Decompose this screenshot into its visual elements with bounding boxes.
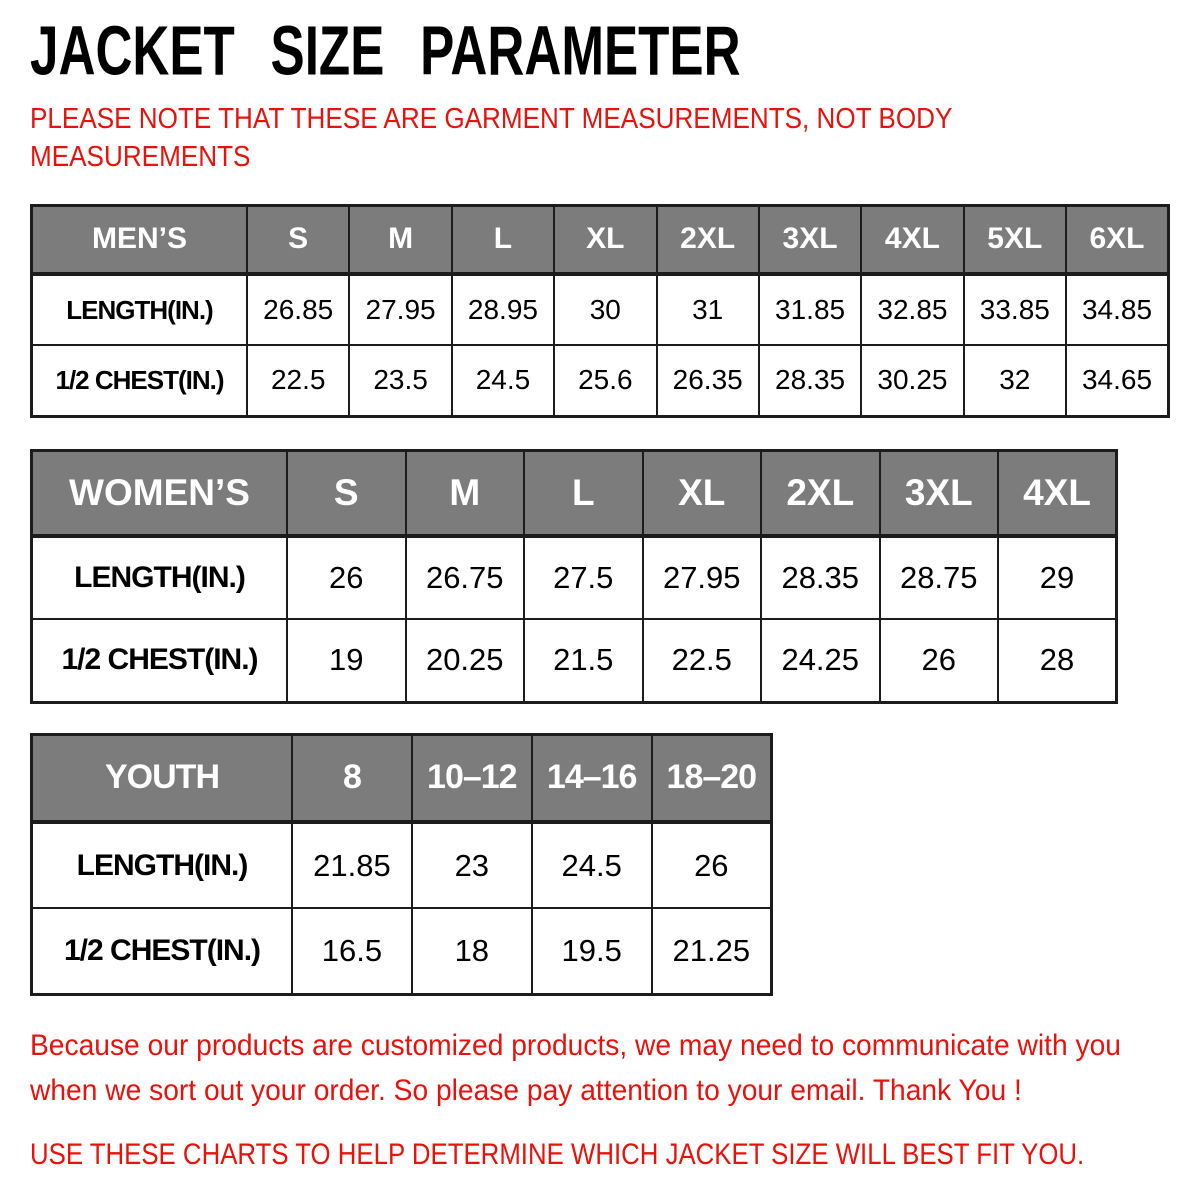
mens-measurement-value: 23.5: [349, 345, 451, 416]
womens-measurement-value: 27.95: [643, 536, 762, 619]
youth-size-table: [30, 733, 773, 996]
womens-measurement-value: 27.5: [524, 536, 643, 619]
mens-size-column-header: 2XL: [657, 205, 759, 274]
youth-size-column-header: 10–12: [412, 734, 532, 822]
customization-notice: [30, 1023, 1121, 1113]
mens-size-column-header: L: [452, 205, 554, 274]
womens-size-column-header: 3XL: [880, 450, 999, 536]
womens-measurement-value: 28.35: [761, 536, 880, 619]
youth-size-column-header: 14–16: [532, 734, 652, 822]
mens-measurement-value: 28.35: [759, 345, 861, 416]
youth-header-row: [32, 734, 772, 822]
womens-size-column-header: XL: [643, 450, 762, 536]
womens-measurement-value: 22.5: [643, 619, 762, 702]
mens-size-column-header: 4XL: [861, 205, 963, 274]
womens-measurement-value: 26: [880, 619, 999, 702]
mens-header-row: [32, 205, 1169, 274]
customization-notice-line-2: when we sort out your order. So please pay attention to your email. Thank You !: [30, 1073, 1022, 1107]
mens-measurement-value: 25.6: [554, 345, 656, 416]
womens-measurement-value: 19: [287, 619, 406, 702]
page-title: JACKET SIZE PARAMETER: [30, 12, 741, 90]
mens-size-table: [30, 204, 1170, 418]
mens-measurement-value: 26.35: [657, 345, 759, 416]
womens-size-column-header: 2XL: [761, 450, 880, 536]
youth-row-label: LENGTH(IN.): [32, 822, 293, 908]
youth-measurement-value: 26: [652, 822, 772, 908]
youth-measurement-value: 21.85: [292, 822, 412, 908]
youth-measurement-row: [32, 822, 772, 908]
mens-measurement-value: 33.85: [964, 274, 1066, 345]
womens-row-label: LENGTH(IN.): [32, 536, 288, 619]
youth-measurement-value: 21.25: [652, 908, 772, 994]
womens-header-row: [32, 450, 1117, 536]
mens-measurement-value: 26.85: [247, 274, 349, 345]
mens-size-column-header: M: [349, 205, 451, 274]
mens-measurement-value: 28.95: [452, 274, 554, 345]
youth-measurement-value: 23: [412, 822, 532, 908]
youth-row-label: 1/2 CHEST(IN.): [32, 908, 293, 994]
mens-measurement-value: 32: [964, 345, 1066, 416]
mens-measurement-value: 34.85: [1066, 274, 1169, 345]
mens-size-column-header: S: [247, 205, 349, 274]
mens-size-column-header: 6XL: [1066, 205, 1169, 274]
womens-measurement-row: [32, 536, 1117, 619]
youth-table-title: YOUTH: [32, 734, 293, 822]
womens-size-column-header: L: [524, 450, 643, 536]
womens-row-label: 1/2 CHEST(IN.): [32, 619, 288, 702]
youth-size-column-header: 8: [292, 734, 412, 822]
youth-measurement-row: [32, 908, 772, 994]
youth-measurement-value: 19.5: [532, 908, 652, 994]
mens-measurement-row: [32, 274, 1169, 345]
womens-size-column-header: M: [406, 450, 525, 536]
youth-size-column-header: 18–20: [652, 734, 772, 822]
mens-measurement-value: 24.5: [452, 345, 554, 416]
womens-size-table: [30, 449, 1118, 704]
youth-measurement-value: 16.5: [292, 908, 412, 994]
womens-measurement-value: 21.5: [524, 619, 643, 702]
womens-measurement-value: 29: [998, 536, 1117, 619]
mens-measurement-value: 22.5: [247, 345, 349, 416]
garment-measurements-note: [30, 101, 1058, 176]
mens-measurement-value: 31.85: [759, 274, 861, 345]
mens-measurement-value: 30: [554, 274, 656, 345]
womens-measurement-row: [32, 619, 1117, 702]
womens-size-column-header: 4XL: [998, 450, 1117, 536]
mens-size-column-header: 5XL: [964, 205, 1066, 274]
womens-measurement-value: 20.25: [406, 619, 525, 702]
mens-size-column-header: XL: [554, 205, 656, 274]
note-line-2: MEASUREMENTS: [30, 140, 251, 173]
womens-size-column-header: S: [287, 450, 406, 536]
youth-measurement-value: 24.5: [532, 822, 652, 908]
chart-usage-note: USE THESE CHARTS TO HELP DETERMINE WHICH JACKET SIZE WILL BEST FIT YOU.: [30, 1137, 1085, 1171]
womens-measurement-value: 28.75: [880, 536, 999, 619]
womens-measurement-value: 26: [287, 536, 406, 619]
mens-measurement-value: 32.85: [861, 274, 963, 345]
mens-size-column-header: 3XL: [759, 205, 861, 274]
mens-measurement-value: 34.65: [1066, 345, 1169, 416]
youth-measurement-value: 18: [412, 908, 532, 994]
customization-notice-line-1: Because our products are customized products, we may need to communicate with you: [30, 1028, 1121, 1062]
womens-measurement-value: 26.75: [406, 536, 525, 619]
womens-table-title: WOMEN’S: [32, 450, 288, 536]
womens-measurement-value: 24.25: [761, 619, 880, 702]
mens-row-label: 1/2 CHEST(IN.): [32, 345, 248, 416]
mens-measurement-value: 27.95: [349, 274, 451, 345]
mens-row-label: LENGTH(IN.): [32, 274, 248, 345]
mens-measurement-value: 30.25: [861, 345, 963, 416]
mens-measurement-row: [32, 345, 1169, 416]
womens-measurement-value: 28: [998, 619, 1117, 702]
mens-measurement-value: 31: [657, 274, 759, 345]
mens-table-title: MEN’S: [32, 205, 248, 274]
note-line-1: PLEASE NOTE THAT THESE ARE GARMENT MEASUREMENTS, NOT BODY: [30, 103, 953, 136]
